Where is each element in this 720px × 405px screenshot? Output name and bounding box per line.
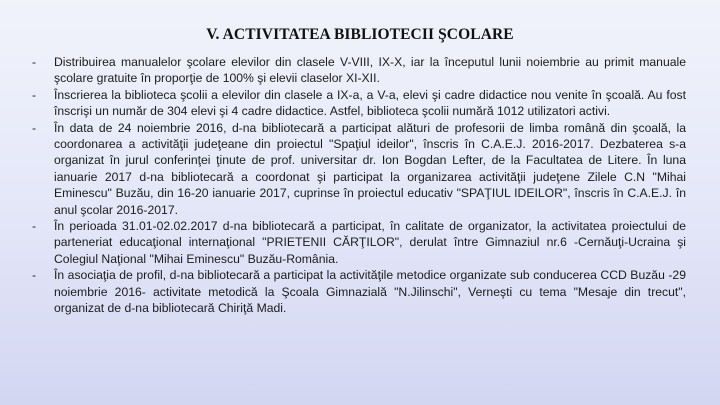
list-item	[0, 267, 720, 316]
bullet-dash: -	[32, 268, 37, 283]
list-item-text: Distribuirea manualelor şcolare elevilor din clasele V-VIII, IX-X, iar la începutul lunii noiembrie au primit manuale şcolare gratuite în proporţie de 100% şi elevii claselor XI-XII.	[54, 55, 686, 86]
bullet-dash: -	[32, 87, 37, 102]
list-item	[0, 87, 720, 120]
list-item	[0, 218, 720, 267]
bullet-dash: -	[32, 55, 37, 69]
slide-title: V. ACTIVITATEA BIBLIOTECII ŞCOLARE	[206, 26, 514, 43]
activity-list	[0, 54, 720, 317]
list-item	[0, 54, 720, 87]
list-item	[0, 120, 720, 218]
bullet-dash: -	[32, 219, 37, 234]
list-item-text: În asociaţia de profil, d-na bibliotecară a participat la activităţile metodice organizate sub conducerea CCD Buzău -29 noiembrie 2016- activitate metodică la Şcoala Gimnazială "N.Jilinschi", Verneşti cu tema "Mesaje din trecut", organizat de d-na bibliotecară Chiriţă Madi.	[54, 268, 686, 316]
list-item-text: În perioada 31.01-02.02.2017 d-na bibliotecară a participat, în calitate de organizator, la activitatea proiectului de parteneriat educaţional internaţional "PRIETENII CĂRŢILOR", derulat între Gimnaziul nr.6 -Cernăuţi-Ucraina şi Colegiul Naţional "Mihai Eminescu" Buzău-România.	[54, 219, 686, 266]
list-item-text: În data de 24 noiembrie 2016, d-na bibliotecară a participat alături de profesorii de limba română din şcoală, la coordonarea a activităţii judeţeane din proiectul "Spaţiul ideilor", înscris în C.A.E.J. 2016-2017. Dezbaterea s-a organizat în jurul conferinţei ţinute de prof. universitar dr. Ion Bogdan Lefter, de la Facultatea de Litere. În luna ianuarie 2017 d-na bibliotecară a coordonat şi participat la organizarea activităţii judeţene Zilele C.N "Mihai Eminescu" Buzău, din 16-20 ianuarie 2017, cuprinse în proiectul educativ "SPAŢIUL IDEILOR", înscris în C.A.E.J. în anul şcolar 2016-2017.	[54, 120, 686, 217]
list-item-text: Înscrierea la biblioteca şcolii a elevilor din clasele a IX-a, a V-a, elevi şi cadre didactice nou venite în şcoală. Au fost înscrişi un număr de 304 elevi şi 4 cadre didactice. Astfel, biblioteca şcolii numără 1012 utilizatori activi.	[54, 87, 686, 119]
bullet-dash: -	[32, 120, 37, 135]
